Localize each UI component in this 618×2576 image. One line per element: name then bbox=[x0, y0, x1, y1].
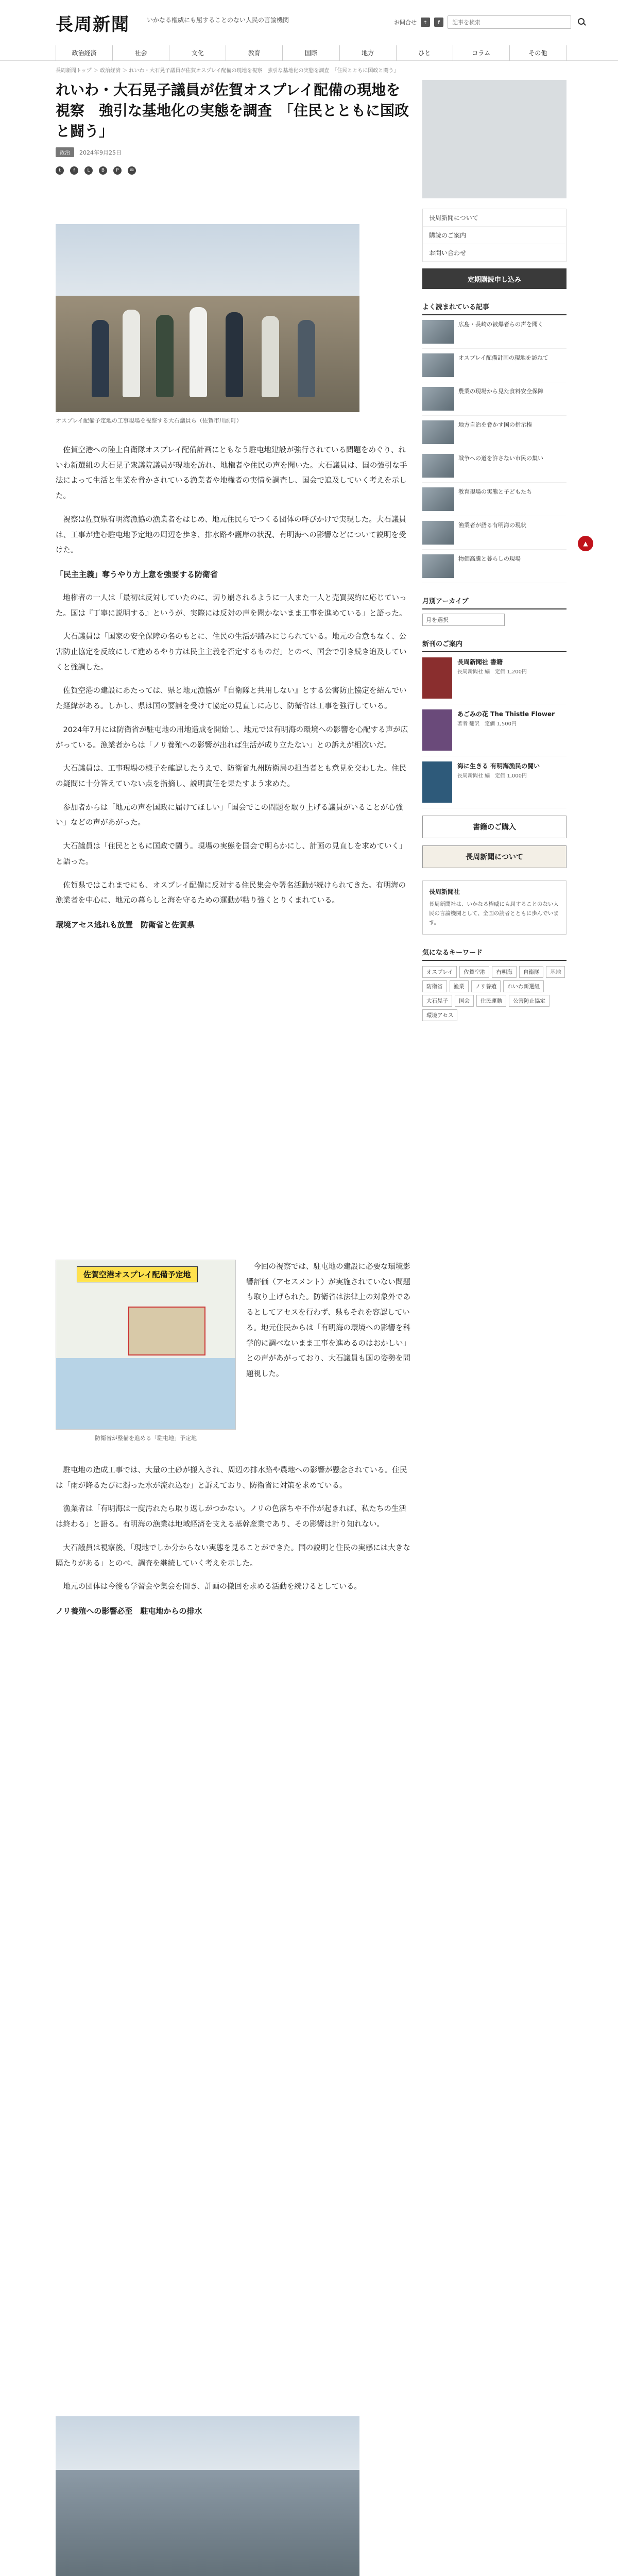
keyword-tag[interactable]: 佐賀空港 bbox=[459, 966, 489, 978]
keyword-tag[interactable]: 住民運動 bbox=[476, 995, 506, 1007]
keyword-list bbox=[422, 966, 566, 1021]
books-banner[interactable]: 書籍のご購入 bbox=[422, 816, 566, 838]
mail-share-icon[interactable]: ✉ bbox=[128, 166, 136, 175]
article-meta bbox=[56, 147, 412, 157]
pocket-share-icon[interactable]: P bbox=[113, 166, 122, 175]
map-caption: 防衛省が整備を進める「駐屯地」予定地 bbox=[95, 1435, 197, 1442]
about-banner[interactable]: 長周新聞について bbox=[422, 845, 566, 868]
ranking-thumbnail bbox=[422, 320, 454, 344]
nav-item[interactable]: 国際 bbox=[283, 45, 339, 61]
book-info: 長周新聞社 編 定価 1,000円 bbox=[457, 773, 527, 779]
body-paragraph: 佐賀空港の建設にあたっては、県と地元漁協が『自衛隊と共用しない』とする公害防止協定を結んでいた経緯がある。しかし、県は国の要請を受けて協定の見直しに応じ、防衛省は工事を強行している。 bbox=[56, 687, 407, 711]
photo-1-caption: オスプレイ配備予定地の工事現場を視察する大石議員ら（佐賀市川副町） bbox=[56, 417, 242, 424]
book-item[interactable] bbox=[422, 652, 566, 704]
book-cover bbox=[422, 709, 452, 751]
contact-link[interactable]: お問合せ bbox=[394, 19, 417, 26]
keyword-tag[interactable]: 防衛省 bbox=[422, 980, 447, 992]
nav-item[interactable]: 地方 bbox=[340, 45, 397, 61]
ranking-item[interactable] bbox=[422, 416, 566, 449]
keyword-tag[interactable]: 漁業 bbox=[450, 980, 469, 992]
company-text: 長周新聞社は、いかなる権威にも屈することのない人民の言論機関として、全国の読者とともに歩んでいます。 bbox=[429, 901, 559, 926]
site-header bbox=[0, 0, 618, 61]
map-title: 佐賀空港オスプレイ配備予定地 bbox=[77, 1266, 198, 1282]
ranking-thumbnail bbox=[422, 454, 454, 478]
book-title: 長周新聞社 書籍 bbox=[457, 658, 503, 666]
body-paragraph: 2024年7月には防衛省が駐屯地の用地造成を開始し、地元では有明海の環境への影響を心配する声が広がっている。漁業者からは「ノリ養殖への影響が出れば生活が成り立たない」との訴えが相次いだ。 bbox=[56, 725, 408, 750]
keyword-tag[interactable]: 自衛隊 bbox=[519, 966, 544, 978]
ranking-item[interactable] bbox=[422, 550, 566, 583]
body-paragraph: 駐屯地の造成工事では、大量の土砂が搬入され、周辺の排水路や農地への影響が懸念されている。住民は「雨が降るたびに濁った水が流れ込む」と訴えており、防衛省に対策を求めている。 bbox=[56, 1466, 407, 1490]
article-title: れいわ・大石晃子議員が佐賀オスプレイ配備の現地を視察 強引な基地化の実態を調査 「住民とともに国政と闘う」 bbox=[56, 81, 409, 140]
site-logo[interactable]: 長周新聞 bbox=[56, 14, 130, 35]
ranking-item[interactable] bbox=[422, 449, 566, 483]
search-input[interactable] bbox=[448, 15, 571, 29]
ranking-title: 広島・長崎の被爆者らの声を聞く bbox=[458, 321, 543, 328]
book-info: 著者 翻訳 定価 1,500円 bbox=[457, 721, 517, 727]
ranking-item[interactable] bbox=[422, 382, 566, 416]
category-badge[interactable]: 政治 bbox=[56, 147, 74, 157]
ranking-item[interactable] bbox=[422, 483, 566, 516]
ranking-thumbnail bbox=[422, 554, 454, 578]
subheading: 「民主主義」奪うやり方上意を強要する防衛省 bbox=[56, 570, 218, 580]
article-photo-1 bbox=[56, 224, 359, 412]
sidebar bbox=[422, 80, 566, 1021]
photo-ground bbox=[56, 2470, 359, 2576]
subheading: 環境アセス逃れも放置 防衛省と佐賀県 bbox=[56, 920, 195, 929]
photo-sky bbox=[56, 2416, 359, 2470]
photo-figure bbox=[156, 315, 174, 397]
keyword-tag[interactable]: 基地 bbox=[546, 966, 565, 978]
body-paragraph: 地権者の一人は「最初は反対していたのに、切り崩されるように一人また一人と売買契約に応じていった。国は『丁寧に説明する』というが、実際には反対の声を聞かないまま工事を進めている」と語った。 bbox=[56, 594, 407, 618]
body-paragraph: 今回の視察では、駐屯地の建設に必要な環境影響評価（アセスメント）が実施されていない問題も取り上げられた。防衛省は法律上の対象外であるとしてアセスを行わず、県もそれを容認している。地元住民からは「有明海の環境への影響を科学的に調べないまま工事を進めるのはおかしい」との声があがっており、大石議員も国の姿勢を問題視した。 bbox=[246, 1263, 410, 1379]
archive-heading: 月別アーカイブ bbox=[422, 596, 566, 609]
sidebar-link[interactable]: 購読のご案内 bbox=[423, 227, 566, 244]
keyword-tag[interactable]: 公害防止協定 bbox=[509, 995, 550, 1007]
book-info: 長周新聞社 編 定価 1,200円 bbox=[457, 669, 527, 675]
company-name: 長周新聞社 bbox=[429, 888, 460, 895]
photo-figure bbox=[123, 310, 140, 397]
map-sea bbox=[56, 1358, 236, 1430]
sidebar-link[interactable]: 長周新聞について bbox=[423, 209, 566, 227]
body-paragraph: 大石議員は「住民とともに国政で闘う。現場の実態を国会で明らかにし、計画の見直しを求めていく」と語った。 bbox=[56, 842, 407, 866]
keyword-tag[interactable]: 国会 bbox=[455, 995, 474, 1007]
nav-item[interactable]: ひと bbox=[397, 45, 453, 61]
keyword-tag[interactable]: 有明海 bbox=[492, 966, 517, 978]
nav-item[interactable]: コラム bbox=[453, 45, 510, 61]
twitter-share-icon[interactable]: t bbox=[56, 166, 64, 175]
ranking-title: 漁業者が語る有明海の現状 bbox=[458, 522, 526, 529]
sidebar-ad[interactable] bbox=[422, 80, 566, 198]
article bbox=[56, 80, 412, 175]
nav-item[interactable]: 社会 bbox=[113, 45, 169, 61]
nav-item[interactable]: 政治経済 bbox=[56, 45, 113, 61]
subscribe-button[interactable]: 定期購読申し込み bbox=[422, 268, 566, 289]
line-share-icon[interactable]: L bbox=[84, 166, 93, 175]
book-title: 海に生きる 有明海漁民の闘い bbox=[457, 762, 540, 770]
nav-item[interactable]: 教育 bbox=[226, 45, 283, 61]
site-tagline: いかなる権威にも屈することのない人民の言論機関 bbox=[147, 16, 289, 24]
ranking-title: 教育現場の実態と子どもたち bbox=[458, 488, 532, 495]
share-bar bbox=[56, 166, 412, 175]
hatena-share-icon[interactable]: B bbox=[99, 166, 107, 175]
photo-figure bbox=[226, 312, 243, 397]
body-paragraph: 参加者からは「地元の声を国政に届けてほしい」「国会でこの問題を取り上げる議員がいることが心強い」などの声があがった。 bbox=[56, 803, 403, 827]
photo-figure bbox=[92, 320, 109, 397]
book-title: あごみの花 The Thistle Flower bbox=[457, 710, 555, 718]
body-paragraph: 大石議員は視察後、「現地でしか分からない実態を見ることができた。国の説明と住民の実感には大きな隔たりがある」とのべ、調査を継続していく考えを示した。 bbox=[56, 1544, 410, 1568]
page-top-arrow-icon[interactable]: ▲ bbox=[578, 536, 593, 551]
ranking-item[interactable] bbox=[422, 349, 566, 382]
article-photo-2 bbox=[56, 2416, 359, 2576]
map-figure bbox=[56, 1260, 236, 1430]
sidebar-link[interactable]: お問い合わせ bbox=[423, 244, 566, 262]
ranking-title: 戦争への道を許さない市民の集い bbox=[458, 455, 543, 462]
article-date: 2024年9月25日 bbox=[79, 149, 122, 156]
article-body-a bbox=[56, 443, 412, 941]
ranking-item[interactable] bbox=[422, 315, 566, 349]
body-paragraph: 大石議員は、工事現場の様子を確認したうえで、防衛省九州防衛局の担当者とも意見を交わした。住民の疑問に十分答えていない点を指摘し、説明責任を果たすよう求めた。 bbox=[56, 765, 407, 788]
book-item[interactable] bbox=[422, 704, 566, 756]
body-paragraph: 漁業者は「有明海は一度汚れたら取り返しがつかない。ノリの色落ちや不作が起きれば、私たちの生活は終わる」と語る。有明海の漁業は地域経済を支える基幹産業であり、その影響は計り知れない。 bbox=[56, 1505, 406, 1529]
nav-item[interactable]: 文化 bbox=[169, 45, 226, 61]
header-utility bbox=[394, 15, 588, 29]
subheading: ノリ養殖への影響必至 駐屯地からの排水 bbox=[56, 1606, 202, 1616]
ranking-heading: よく読まれている記事 bbox=[422, 301, 566, 315]
body-paragraph: 視察は佐賀県有明海漁協の漁業者をはじめ、地元住民らでつくる団体の呼びかけで実現した。大石議員は、工事が進む駐屯地予定地の周辺を歩き、排水路や護岸の状況、有明海への影響などについて説明を受けた。 bbox=[56, 515, 406, 555]
ranking-thumbnail bbox=[422, 387, 454, 411]
ranking-title: 農業の現場から見た食料安全保障 bbox=[458, 388, 543, 395]
search-icon[interactable] bbox=[575, 16, 588, 28]
book-item[interactable] bbox=[422, 756, 566, 808]
twitter-icon[interactable]: t bbox=[421, 18, 430, 27]
ranking-thumbnail bbox=[422, 353, 454, 377]
ranking-thumbnail bbox=[422, 420, 454, 444]
body-paragraph: 佐賀空港への陸上自衛隊オスプレイ配備計画にともなう駐屯地建設が強行されている問題をめぐり、れいわ新選組の大石晃子衆議院議員が現地を訪れ、地権者や住民の声を聞いた。大石議員は、国の強引な手法によって生活と生業を脅かされている漁業者や地権者の実情を調査し、国会で追及していく考えを示した。 bbox=[56, 446, 407, 501]
photo-figure bbox=[262, 316, 279, 397]
global-nav bbox=[56, 45, 566, 61]
keyword-tag[interactable]: オスプレイ bbox=[422, 966, 457, 978]
ranking-title: 地方自治を脅かす国の指示権 bbox=[458, 421, 532, 428]
archive-select[interactable]: 月を選択 bbox=[422, 614, 505, 626]
keyword-tag[interactable]: ノリ養殖 bbox=[471, 980, 501, 992]
body-paragraph: 大石議員は「国家の安全保障の名のもとに、住民の生活が踏みにじられている。地元の合意もなく、公害防止協定を反故にして進めるやり方は民主主義を否定するものだ」とのべ、国会で引き続き追及していくと強調した。 bbox=[56, 633, 407, 672]
ranking-thumbnail bbox=[422, 521, 454, 545]
book-cover bbox=[422, 657, 452, 699]
keyword-tag[interactable]: れいわ新選組 bbox=[503, 980, 544, 992]
facebook-icon[interactable]: f bbox=[434, 18, 443, 27]
body-paragraph: 地元の団体は今後も学習会や集会を開き、計画の撤回を求める活動を続けるとしている。 bbox=[63, 1583, 362, 1591]
breadcrumb[interactable]: 長周新聞トップ ＞ 政治経済 ＞ れいわ・大石晃子議員が佐賀オスプレイ配備の現地を視察 強引な基地化の実態を調査 「住民とともに国政と闘う」 bbox=[56, 68, 399, 74]
facebook-share-icon[interactable]: f bbox=[70, 166, 78, 175]
ranking-title: オスプレイ配備計画の現地を訪ねて bbox=[458, 354, 548, 361]
keywords-heading: 気になるキーワード bbox=[422, 947, 566, 961]
ranking-thumbnail bbox=[422, 487, 454, 511]
book-cover bbox=[422, 761, 452, 803]
photo-figure bbox=[190, 307, 207, 397]
ranking-list bbox=[422, 315, 566, 583]
body-paragraph: 佐賀県ではこれまでにも、オスプレイ配備に反対する住民集会や署名活動が続けられてきた。有明海の漁業者を中心に、地元の暮らしと海を守るための運動が粘り強くとりくまれている。 bbox=[56, 881, 406, 905]
sidebar-links bbox=[422, 209, 566, 262]
nav-item[interactable]: その他 bbox=[510, 45, 566, 61]
photo-figure bbox=[298, 320, 315, 397]
ranking-item[interactable] bbox=[422, 516, 566, 550]
company-box bbox=[422, 880, 566, 935]
ranking-title: 物価高騰と暮らしの現場 bbox=[458, 555, 521, 562]
keyword-tag[interactable]: 大石晃子 bbox=[422, 995, 452, 1007]
article-body-c bbox=[56, 1463, 412, 1628]
map-site-area bbox=[128, 1307, 205, 1355]
wrap-text bbox=[246, 1260, 412, 1382]
books-heading: 新刊のご案内 bbox=[422, 638, 566, 652]
photo-sky bbox=[56, 224, 359, 296]
keyword-tag[interactable]: 環境アセス bbox=[422, 1009, 457, 1021]
